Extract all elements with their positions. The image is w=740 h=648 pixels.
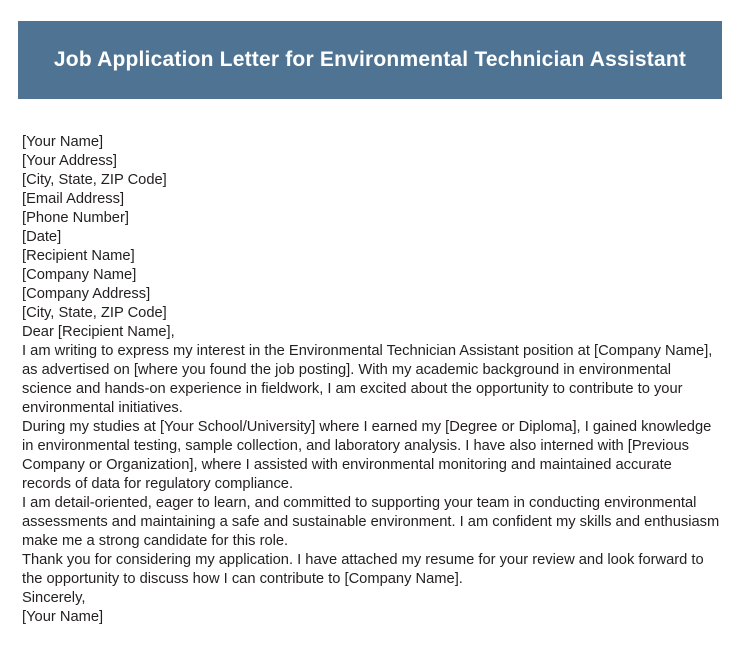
sender-address-block xyxy=(22,133,724,247)
recipient-line: [Company Name] xyxy=(22,267,137,283)
letter-paragraph: During my studies at [Your School/University] where I earned my [Degree or Diploma], I gained knowledge in environmental testing, sample collection, and laboratory analysis. I have also interned with [Previous Company or Organization], where I assisted with environmental monitoring and maintained accurate records of data for regulatory compliance. xyxy=(22,419,712,492)
letter-paragraph: Thank you for considering my application. I have attached my resume for your review and look forward to the opportunity to discuss how I can contribute to [Company Name]. xyxy=(22,552,704,587)
recipient-line: [City, State, ZIP Code] xyxy=(22,305,167,321)
sender-line: [Phone Number] xyxy=(22,210,129,226)
document-header-banner xyxy=(18,21,722,99)
page-title: Job Application Letter for Environmental Technician Assistant xyxy=(53,48,687,72)
recipient-address-block xyxy=(22,247,724,323)
sender-line: [Your Address] xyxy=(22,153,117,169)
letter-body xyxy=(22,133,724,627)
recipient-line: [Company Address] xyxy=(22,286,151,302)
recipient-line: [Recipient Name] xyxy=(22,248,135,264)
sender-line: [Email Address] xyxy=(22,191,125,207)
sender-line: [Date] xyxy=(22,229,62,245)
letter-paragraph: I am detail-oriented, eager to learn, and committed to supporting your team in conducting environmental assessments and maintaining a safe and sustainable environment. I am confident my skills and enthusiasm make me a strong candidate for this role. xyxy=(22,495,720,549)
salutation: Dear [Recipient Name], xyxy=(22,324,175,340)
sender-line: [Your Name] xyxy=(22,134,104,150)
closing: Sincerely, xyxy=(22,590,86,606)
letter-paragraph: I am writing to express my interest in the Environmental Technician Assistant position at [Company Name], as advertised on [where you found the job posting]. With my academic background in environmental science and hands-on experience in fieldwork, I am excited about the opportunity to contribute to your environmental initiatives. xyxy=(22,343,713,416)
signature: [Your Name] xyxy=(22,609,104,625)
sender-line: [City, State, ZIP Code] xyxy=(22,172,167,188)
